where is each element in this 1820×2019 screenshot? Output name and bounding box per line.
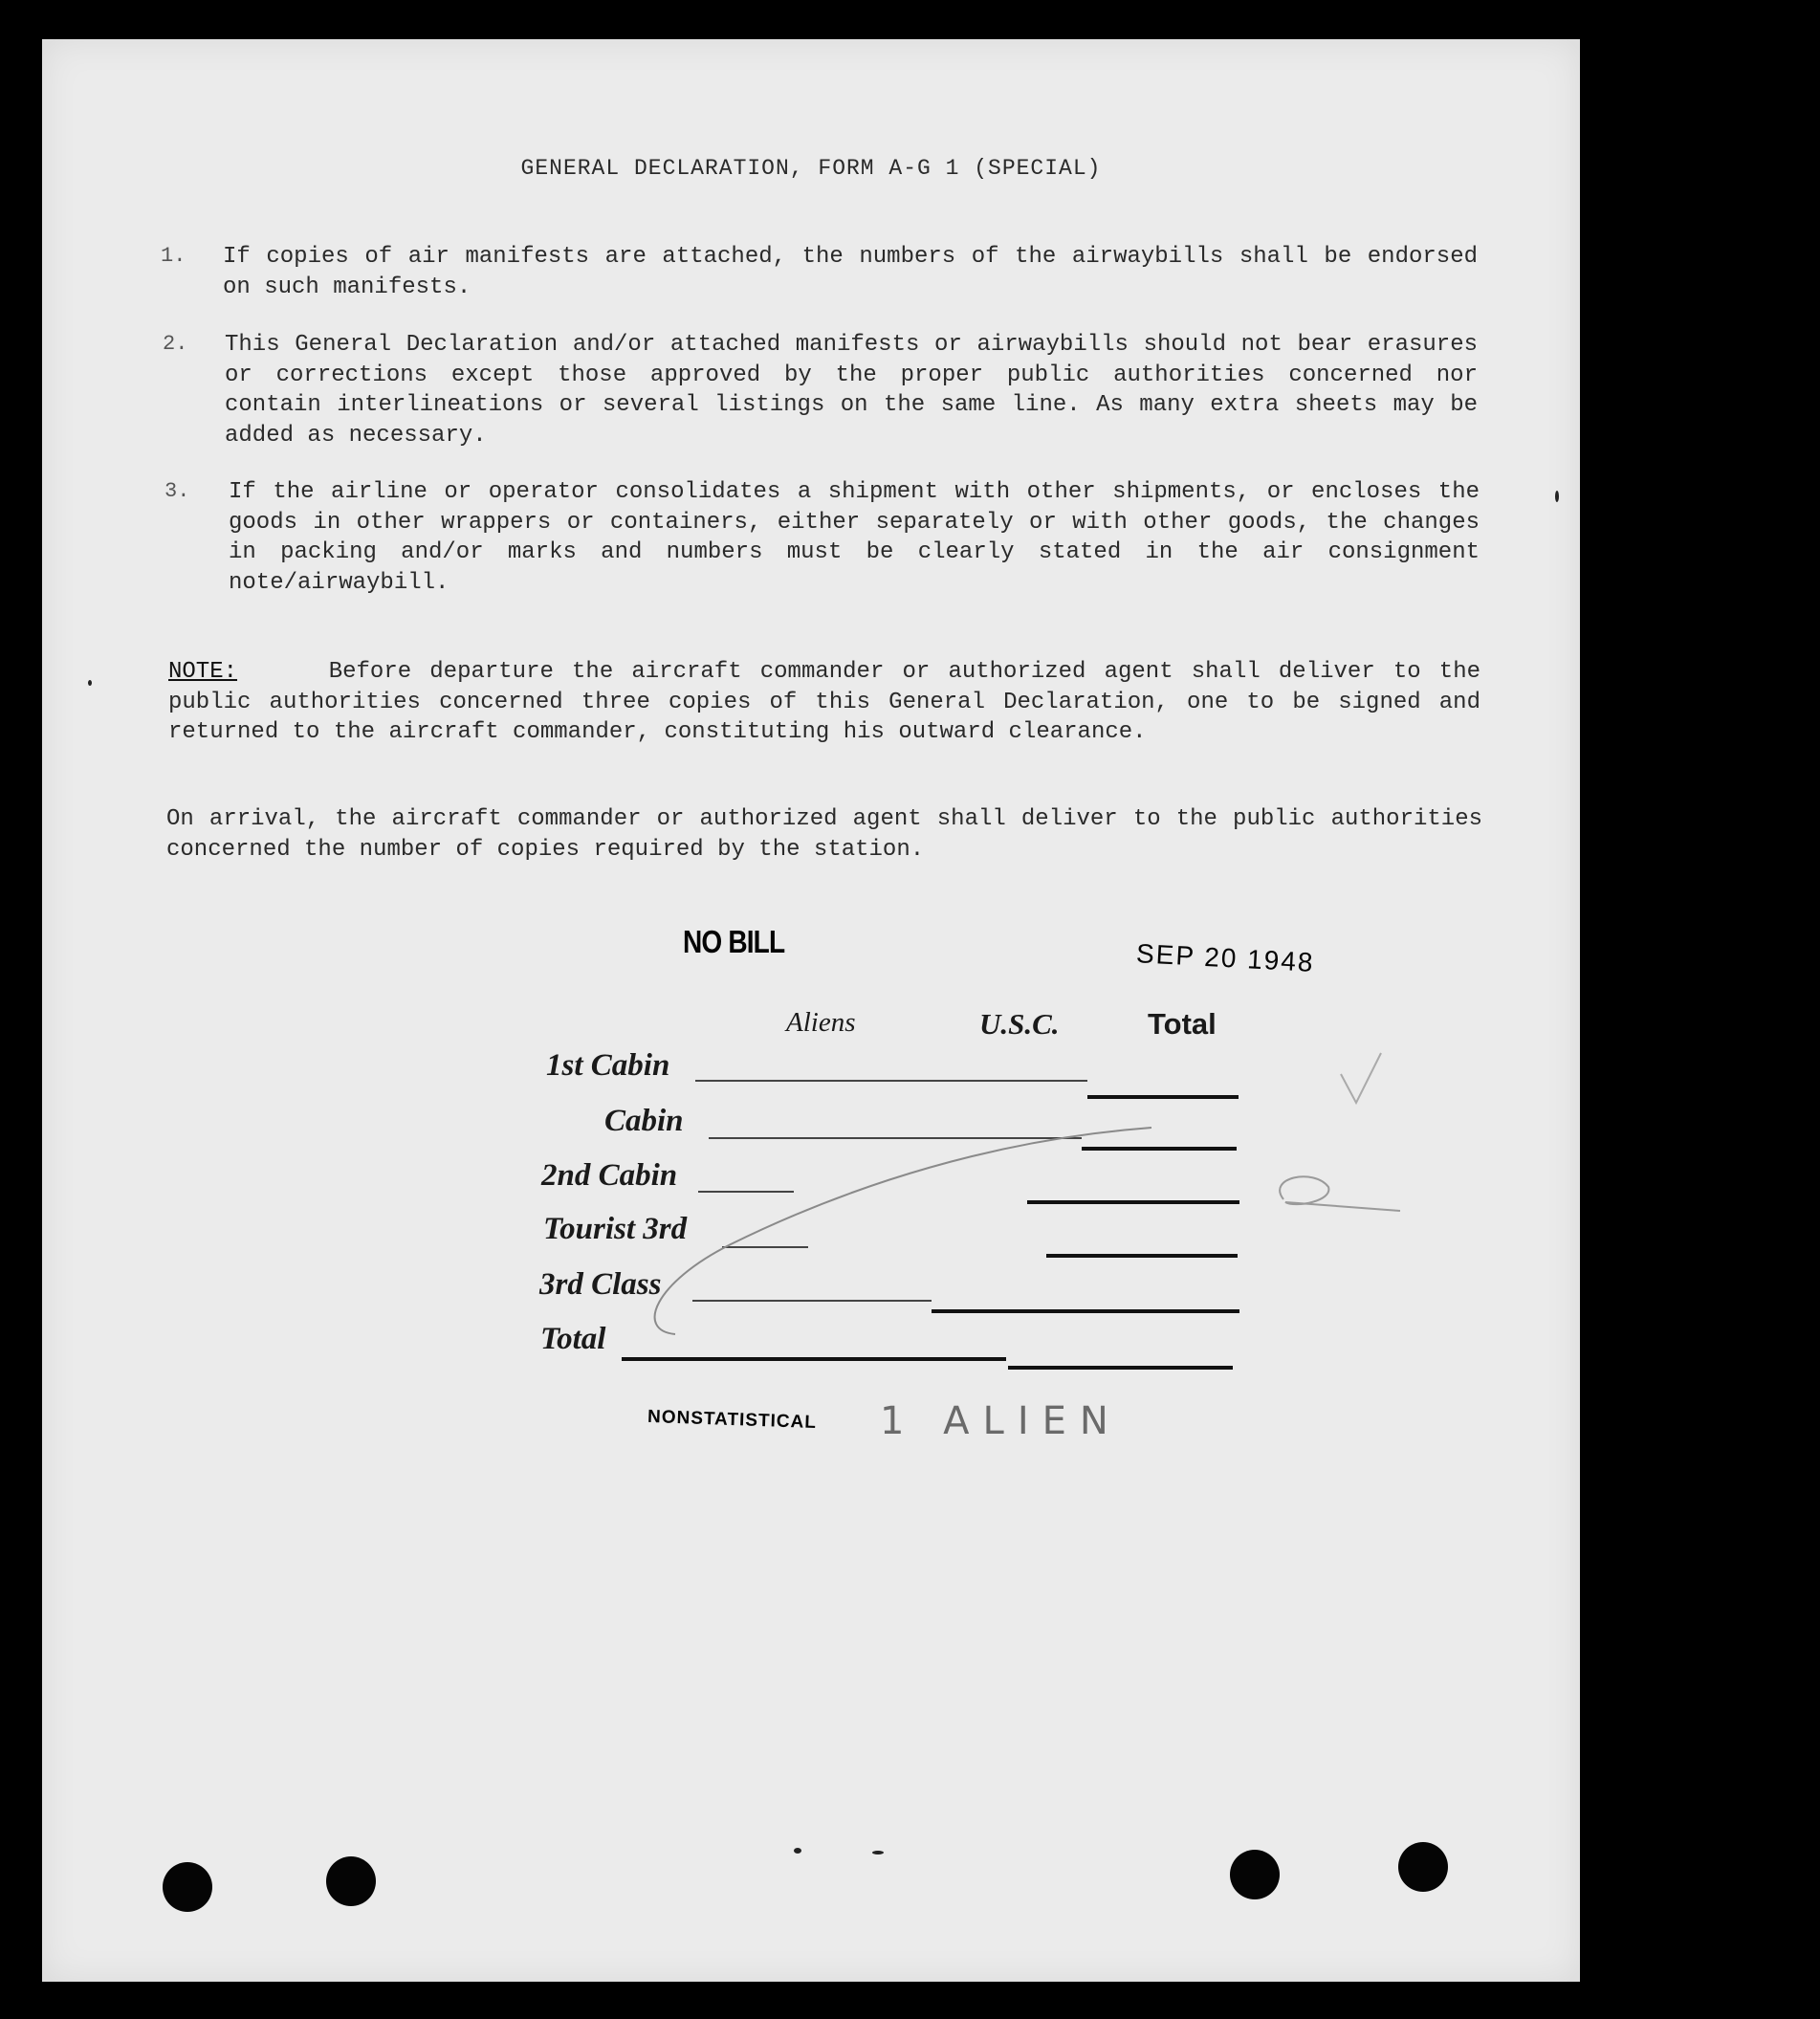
item-1-text: If copies of air manifests are attached, the numbers of the airwaybills shall be endorsed on such manifests. [223, 244, 1478, 300]
row-tourist-3rd: Tourist 3rd [543, 1212, 688, 1246]
punch-hole-4 [1398, 1842, 1448, 1892]
handwritten-note: 1 ALIEN [880, 1399, 1122, 1443]
column-aliens: Aliens [786, 1007, 856, 1038]
date-stamp: SEP 20 1948 [1135, 938, 1316, 977]
row-tourist-3rd-line-end [1046, 1254, 1238, 1258]
column-usc: U.S.C. [979, 1007, 1060, 1041]
item-2-text: This General Declaration and/or attached manifests or airwaybills should not bear erasures or corrections except those approved by the proper public authorities concerned nor contain interlineations or several listings on the same line. As many extra sheets may be added as necessary. [225, 332, 1478, 449]
punch-hole-1 [163, 1862, 212, 1912]
row-total-line-end [1008, 1366, 1233, 1370]
row-cabin: Cabin [604, 1104, 684, 1138]
item-1-number: 1. [161, 244, 186, 268]
item-2-number: 2. [163, 332, 188, 356]
punch-hole-3 [1230, 1850, 1280, 1899]
row-3rd-class-line-end [932, 1309, 1239, 1313]
speck [794, 1848, 801, 1854]
row-1st-cabin-line-end [1087, 1095, 1239, 1099]
item-3-number: 3. [164, 479, 190, 503]
pencil-curve [655, 1128, 1151, 1334]
row-2nd-cabin-line [698, 1191, 794, 1193]
speck [872, 1851, 884, 1854]
row-3rd-class: 3rd Class [539, 1267, 662, 1302]
row-cabin-line [709, 1137, 1082, 1139]
row-tourist-3rd-line [722, 1246, 808, 1248]
row-2nd-cabin-line-end [1027, 1200, 1239, 1204]
note-label: NOTE: [168, 659, 238, 685]
row-1st-cabin-line [695, 1080, 1087, 1082]
form-title: GENERAL DECLARATION, FORM A-G 1 (SPECIAL) [520, 156, 1102, 181]
row-total-line [622, 1357, 1006, 1361]
no-bill-stamp: NO BILL [683, 924, 785, 959]
pencil-mark-right [1280, 1176, 1400, 1211]
row-3rd-class-line [692, 1300, 932, 1302]
arrival-paragraph: On arrival, the aircraft commander or authorized agent shall deliver to the public authorities concerned the number of copies required by the station. [166, 806, 1482, 863]
nonstatistical-stamp: NONSTATISTICAL [647, 1406, 818, 1434]
note-paragraph [168, 657, 1480, 748]
punch-hole-2 [326, 1856, 376, 1906]
row-2nd-cabin: 2nd Cabin [541, 1158, 678, 1193]
item-3-text: If the airline or operator consolidates a shipment with other shipments, or encloses the goods in other wrappers or containers, either separately or with other goods, the changes in packing and/or marks and numbers must be clearly stated in the air consignment note/airwaybill. [229, 479, 1480, 596]
note-text: Before departure the aircraft commander or authorized agent shall deliver to the public authorities concerned three copies of this General Declaration, one to be signed and returned to the aircraft commander, constituting his outward clearance. [168, 659, 1481, 745]
pencil-check [1341, 1053, 1381, 1103]
speck [1555, 491, 1559, 502]
row-cabin-line-end [1082, 1147, 1237, 1151]
column-total: Total [1148, 1007, 1217, 1041]
speck [88, 680, 92, 686]
document-page [42, 39, 1580, 1982]
row-total: Total [540, 1322, 606, 1356]
row-1st-cabin: 1st Cabin [546, 1048, 670, 1083]
